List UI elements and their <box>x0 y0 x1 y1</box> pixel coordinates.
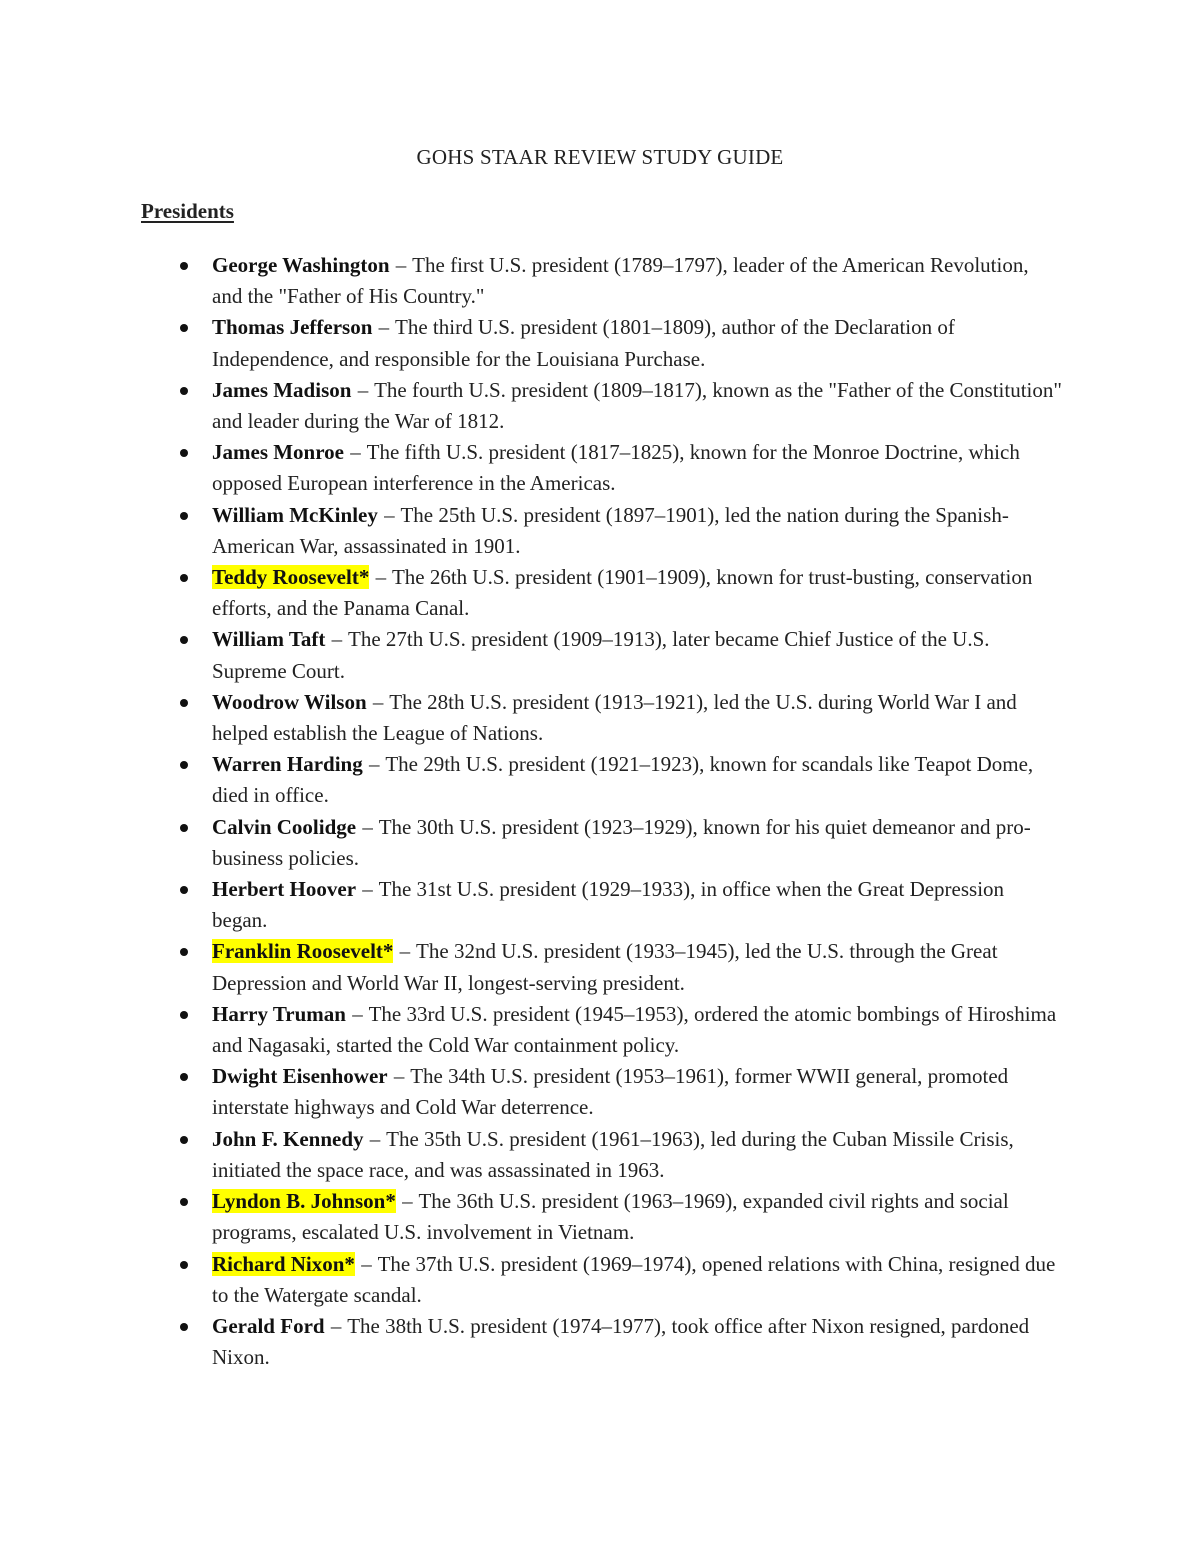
list-item <box>0 437 1062 499</box>
president-name: Gerald Ford <box>212 1313 325 1338</box>
president-list <box>0 250 1200 1373</box>
em-dash: – <box>352 1001 363 1026</box>
president-name: James Madison <box>212 377 352 402</box>
president-description: The third U.S. president (1801–1809), author of the Declaration of Independence, and responsible for the Louisiana Purchase. <box>212 315 955 371</box>
bullet-icon <box>180 1261 188 1269</box>
bullet-icon <box>180 1323 188 1331</box>
list-item <box>0 812 1062 874</box>
list-item <box>0 1124 1062 1186</box>
em-dash: – <box>378 315 390 340</box>
em-dash: – <box>330 1313 342 1338</box>
em-dash: – <box>368 752 380 777</box>
bullet-icon <box>180 761 188 769</box>
bullet-icon <box>180 512 188 520</box>
president-description: The fourth U.S. president (1809–1817), known as the "Father of the Constitution" and leader during the War of 1812. <box>212 377 1062 434</box>
president-description: The 28th U.S. president (1913–1921), led the U.S. during World War I and helped establish the League of Nations. <box>212 689 1017 746</box>
section-heading-presidents: Presidents <box>141 199 234 223</box>
em-dash: – <box>331 627 343 652</box>
president-name: William Taft <box>212 627 326 652</box>
president-name: George Washington <box>212 253 390 277</box>
president-name-highlighted: Teddy Roosevelt* <box>212 565 370 590</box>
president-name: John F. Kennedy <box>212 1126 364 1151</box>
bullet-icon <box>180 1073 188 1081</box>
president-description: The 37th U.S. president (1969–1974), opened relations with China, resigned due to the Watergate scandal. <box>212 1251 1056 1307</box>
president-name: Warren Harding <box>212 752 363 777</box>
em-dash: – <box>362 877 373 902</box>
bullet-icon <box>180 886 188 894</box>
bullet-icon <box>180 324 188 332</box>
em-dash: – <box>372 689 384 714</box>
president-description: The 26th U.S. president (1901–1909), known for trust-busting, conservation efforts, and the Panama Canal. <box>212 565 1033 621</box>
president-name: Herbert Hoover <box>212 877 357 902</box>
bullet-icon <box>180 824 188 832</box>
em-dash: – <box>362 814 373 839</box>
em-dash: – <box>357 377 369 402</box>
president-name-highlighted: Lyndon B. Johnson* <box>212 1189 396 1214</box>
bullet-icon <box>180 449 188 457</box>
president-name-highlighted: Richard Nixon* <box>212 1251 355 1276</box>
president-description: The 29th U.S. president (1921–1923), known for scandals like Teapot Dome, died in office. <box>212 752 1034 808</box>
list-item <box>0 999 1062 1061</box>
president-description: The 25th U.S. president (1897–1901), led the nation during the Spanish-American War, assassinated in 1901. <box>212 502 1009 558</box>
list-item <box>0 312 1062 374</box>
list-item <box>0 936 1062 998</box>
president-name: Thomas Jefferson <box>212 315 373 340</box>
bullet-icon <box>180 1011 188 1019</box>
president-name: William McKinley <box>212 502 378 527</box>
em-dash: – <box>395 253 407 277</box>
list-item <box>0 1249 1062 1311</box>
bullet-icon <box>180 262 188 270</box>
president-description: The 38th U.S. president (1974–1977), took office after Nixon resigned, pardoned Nixon. <box>212 1313 1030 1370</box>
em-dash: – <box>361 1251 372 1276</box>
list-item <box>0 375 1062 437</box>
president-description: The 34th U.S. president (1953–1961), former WWII general, promoted interstate highways and Cold War deterrence. <box>212 1064 1009 1120</box>
document-title: GOHS STAAR REVIEW STUDY GUIDE <box>416 145 784 169</box>
president-description: The 30th U.S. president (1923–1929), known for his quiet demeanor and pro-business policies. <box>212 814 1031 870</box>
president-description: The first U.S. president (1789–1797), leader of the American Revolution, and the "Father of His Country." <box>212 253 1029 309</box>
president-description: The 32nd U.S. president (1933–1945), led the U.S. through the Great Depression and World War II, longest-serving president. <box>212 939 998 995</box>
president-name: Calvin Coolidge <box>212 814 357 839</box>
list-item <box>0 562 1062 624</box>
president-description: The 35th U.S. president (1961–1963), led during the Cuban Missile Crisis, initiated the space race, and was assassinated in 1963. <box>212 1126 1014 1182</box>
president-name: James Monroe <box>212 440 344 465</box>
list-item <box>0 687 1062 749</box>
list-item <box>0 1186 1062 1248</box>
bullet-icon <box>180 387 188 395</box>
em-dash: – <box>369 1126 381 1151</box>
em-dash: – <box>350 440 361 465</box>
list-item <box>0 749 1062 811</box>
president-description: The 33rd U.S. president (1945–1953), ordered the atomic bombings of Hiroshima and Nagasaki, started the Cold War containment policy. <box>212 1001 1057 1058</box>
bullet-icon <box>180 1136 188 1144</box>
list-item <box>0 1311 1062 1373</box>
president-description: The 27th U.S. president (1909–1913), later became Chief Justice of the U.S. Supreme Court. <box>212 627 990 683</box>
em-dash: – <box>384 502 395 527</box>
president-name: Woodrow Wilson <box>212 689 367 714</box>
em-dash: – <box>402 1189 413 1214</box>
bullet-icon <box>180 699 188 707</box>
list-item <box>0 1061 1062 1123</box>
president-name: Dwight Eisenhower <box>212 1064 388 1089</box>
bullet-icon <box>180 948 188 956</box>
list-item <box>0 874 1062 936</box>
em-dash: – <box>393 1064 405 1089</box>
president-name: Harry Truman <box>212 1001 346 1026</box>
em-dash: – <box>375 565 387 590</box>
list-item <box>0 624 1062 686</box>
president-description: The 31st U.S. president (1929–1933), in office when the Great Depression began. <box>212 877 1005 933</box>
bullet-icon <box>180 574 188 582</box>
list-item <box>0 250 1062 312</box>
em-dash: – <box>399 939 411 964</box>
bullet-icon <box>180 1198 188 1206</box>
bullet-icon <box>180 636 188 644</box>
president-description: The 36th U.S. president (1963–1969), expanded civil rights and social programs, escalated U.S. involvement in Vietnam. <box>212 1189 1009 1245</box>
president-description: The fifth U.S. president (1817–1825), known for the Monroe Doctrine, which opposed European interference in the Americas. <box>212 440 1020 496</box>
president-name-highlighted: Franklin Roosevelt* <box>212 939 394 964</box>
list-item <box>0 500 1062 562</box>
